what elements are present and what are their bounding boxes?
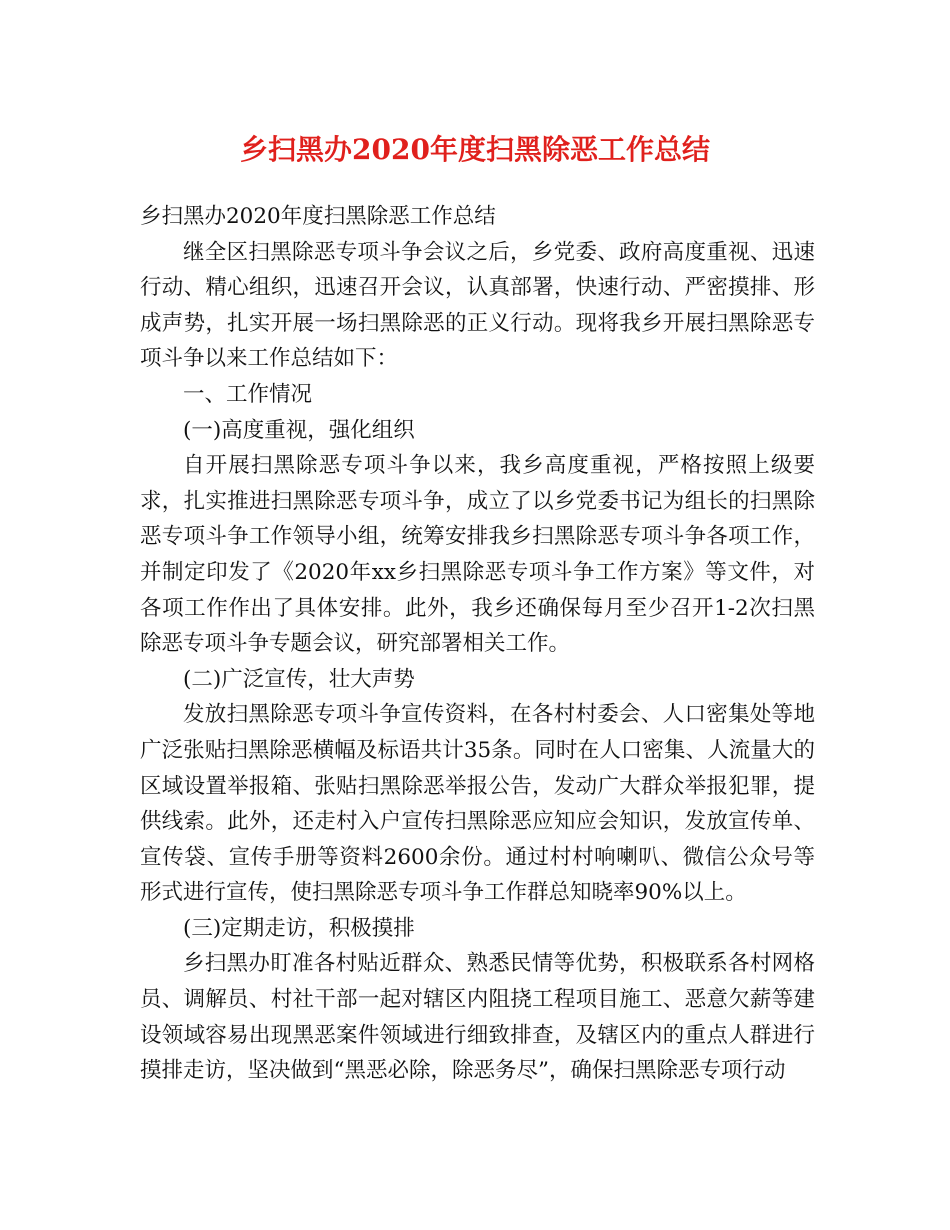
intro-paragraph: 继全区扫黑除恶专项斗争会议之后，乡党委、政府高度重视、迅速行动、精心组织，迅速召开会议，认真部署，快速行动、严密摸排、形成声势，扎实开展一场扫黑除恶的正义行动。现将我乡开展扫黑除恶专项斗争以来工作总结如下： [140,239,815,372]
subsection-heading-2: (二)广泛宣传，壮大声势 [183,666,415,692]
document-body [140,199,815,1089]
subsection-heading-3: (三)定期走访，积极摸排 [183,915,415,941]
paragraph-organization: 自开展扫黑除恶专项斗争以来，我乡高度重视，严格按照上级要求，扎实推进扫黑除恶专项斗争，成立了以乡党委书记为组长的扫黑除恶专项斗争工作领导小组，统筹安排我乡扫黑除恶专项斗争各项工作，并制定印发了《2020年xx乡扫黑除恶专项斗争工作方案》等文件，对各项工作作出了具体安排。此外，我乡还确保每月至少召开1-2次扫黑除恶专项斗争专题会议，研究部署相关工作。 [140,453,815,657]
subtitle-line: 乡扫黑办2020年度扫黑除恶工作总结 [140,204,496,229]
section-heading-work-status: 一、工作情况 [183,381,313,407]
paragraph-visits: 乡扫黑办盯准各村贴近群众、熟悉民情等优势，积极联系各村网格员、调解员、村社干部一起对辖区内阻挠工程项目施工、恶意欠薪等建设领域容易出现黑恶案件领域进行细致排查，及辖区内的重点人群进行摸排走访，坚决做到“黑恶必除，除恶务尽”，确保扫黑除恶专项行动 [140,951,815,1084]
paragraph-publicity: 发放扫黑除恶专项斗争宣传资料，在各村村委会、人口密集处等地广泛张贴扫黑除恶横幅及标语共计35条。同时在人口密集、人流量大的区域设置举报箱、张贴扫黑除恶举报公告，发动广大群众举报犯罪，提供线索。此外，还走村入户宣传扫黑除恶应知应会知识，发放宣传单、宣传袋、宣传手册等资料2600余份。通过村村响喇叭、微信公众号等形式进行宣传，使扫黑除恶专项斗争工作群总知晓率90%以上。 [140,702,815,906]
subsection-heading-1: (一)高度重视，强化组织 [183,417,415,443]
document-title: 乡扫黑办2020年度扫黑除恶工作总结 [240,133,710,166]
